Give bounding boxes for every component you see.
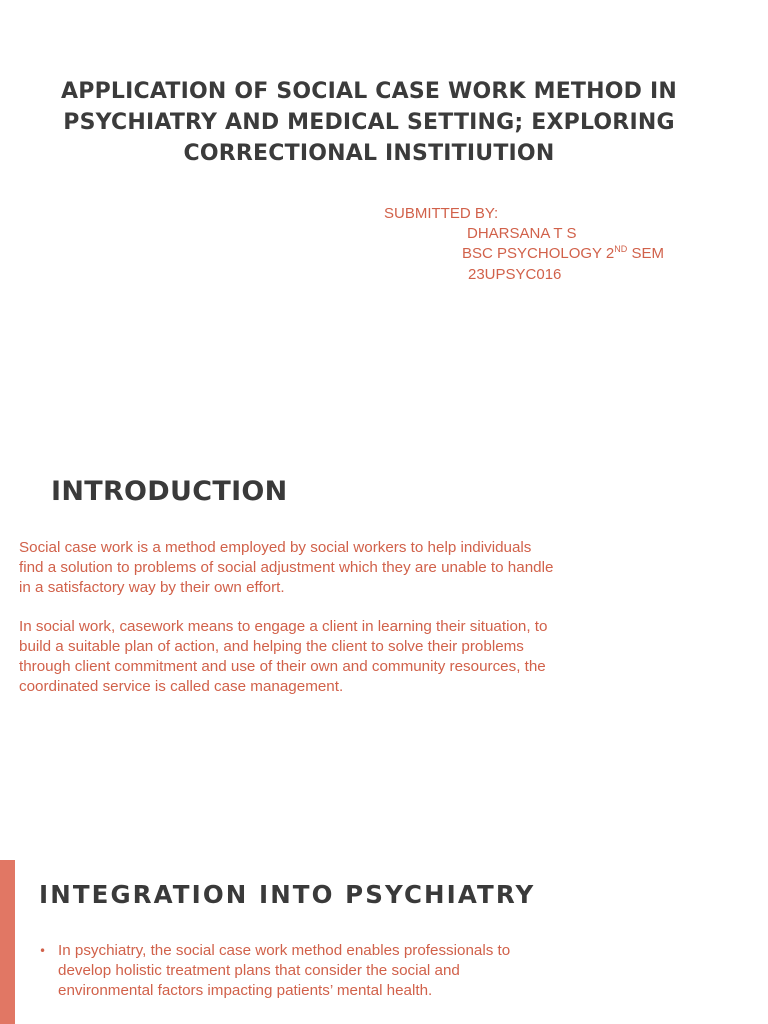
bullet-text: In psychiatry, the social case work method enables professionals to develop holistic treatment plans that consider the social and environmental factors impacting patients’ mental health. [58,942,511,999]
introduction-paragraph: Social case work is a method employed by social workers to help individuals find a solution to problems of social adjustment which they are unable to handle in a satisfactory way by their own effort. [19,539,554,596]
bullet-icon: • [39,944,47,958]
course-superscript: ND [614,244,628,254]
bullet-list [39,941,519,1001]
accent-bar [0,860,15,1024]
student-id: 23UPSYC016 [468,266,562,283]
submitted-by-label: SUBMITTED BY: [384,205,499,222]
introduction-heading: INTRODUCTION [51,476,288,507]
psychiatry-heading: INTEGRATION INTO PSYCHIATRY [39,880,536,909]
course-prefix: BSC PSYCHOLOGY 2 [462,245,615,262]
presentation-title: APPLICATION OF SOCIAL CASE WORK METHOD IN PSYCHIATRY AND MEDICAL SETTING; EXPLORING CORRECTIONAL INSTITIUTION [61,79,677,166]
title-slide [0,0,768,448]
psychiatry-slide [0,860,768,1024]
student-course [462,245,664,262]
student-name: DHARSANA T S [467,225,577,242]
bullet-item [39,941,519,1001]
introduction-paragraph: In social work, casework means to engage a client in learning their situation, to build a suitable plan of action, and helping the client to solve their problems through client commitment and use of their own and community resources, the coordinated service is called case management. [19,618,548,695]
introduction-slide [0,448,768,860]
course-suffix: SEM [627,245,664,262]
